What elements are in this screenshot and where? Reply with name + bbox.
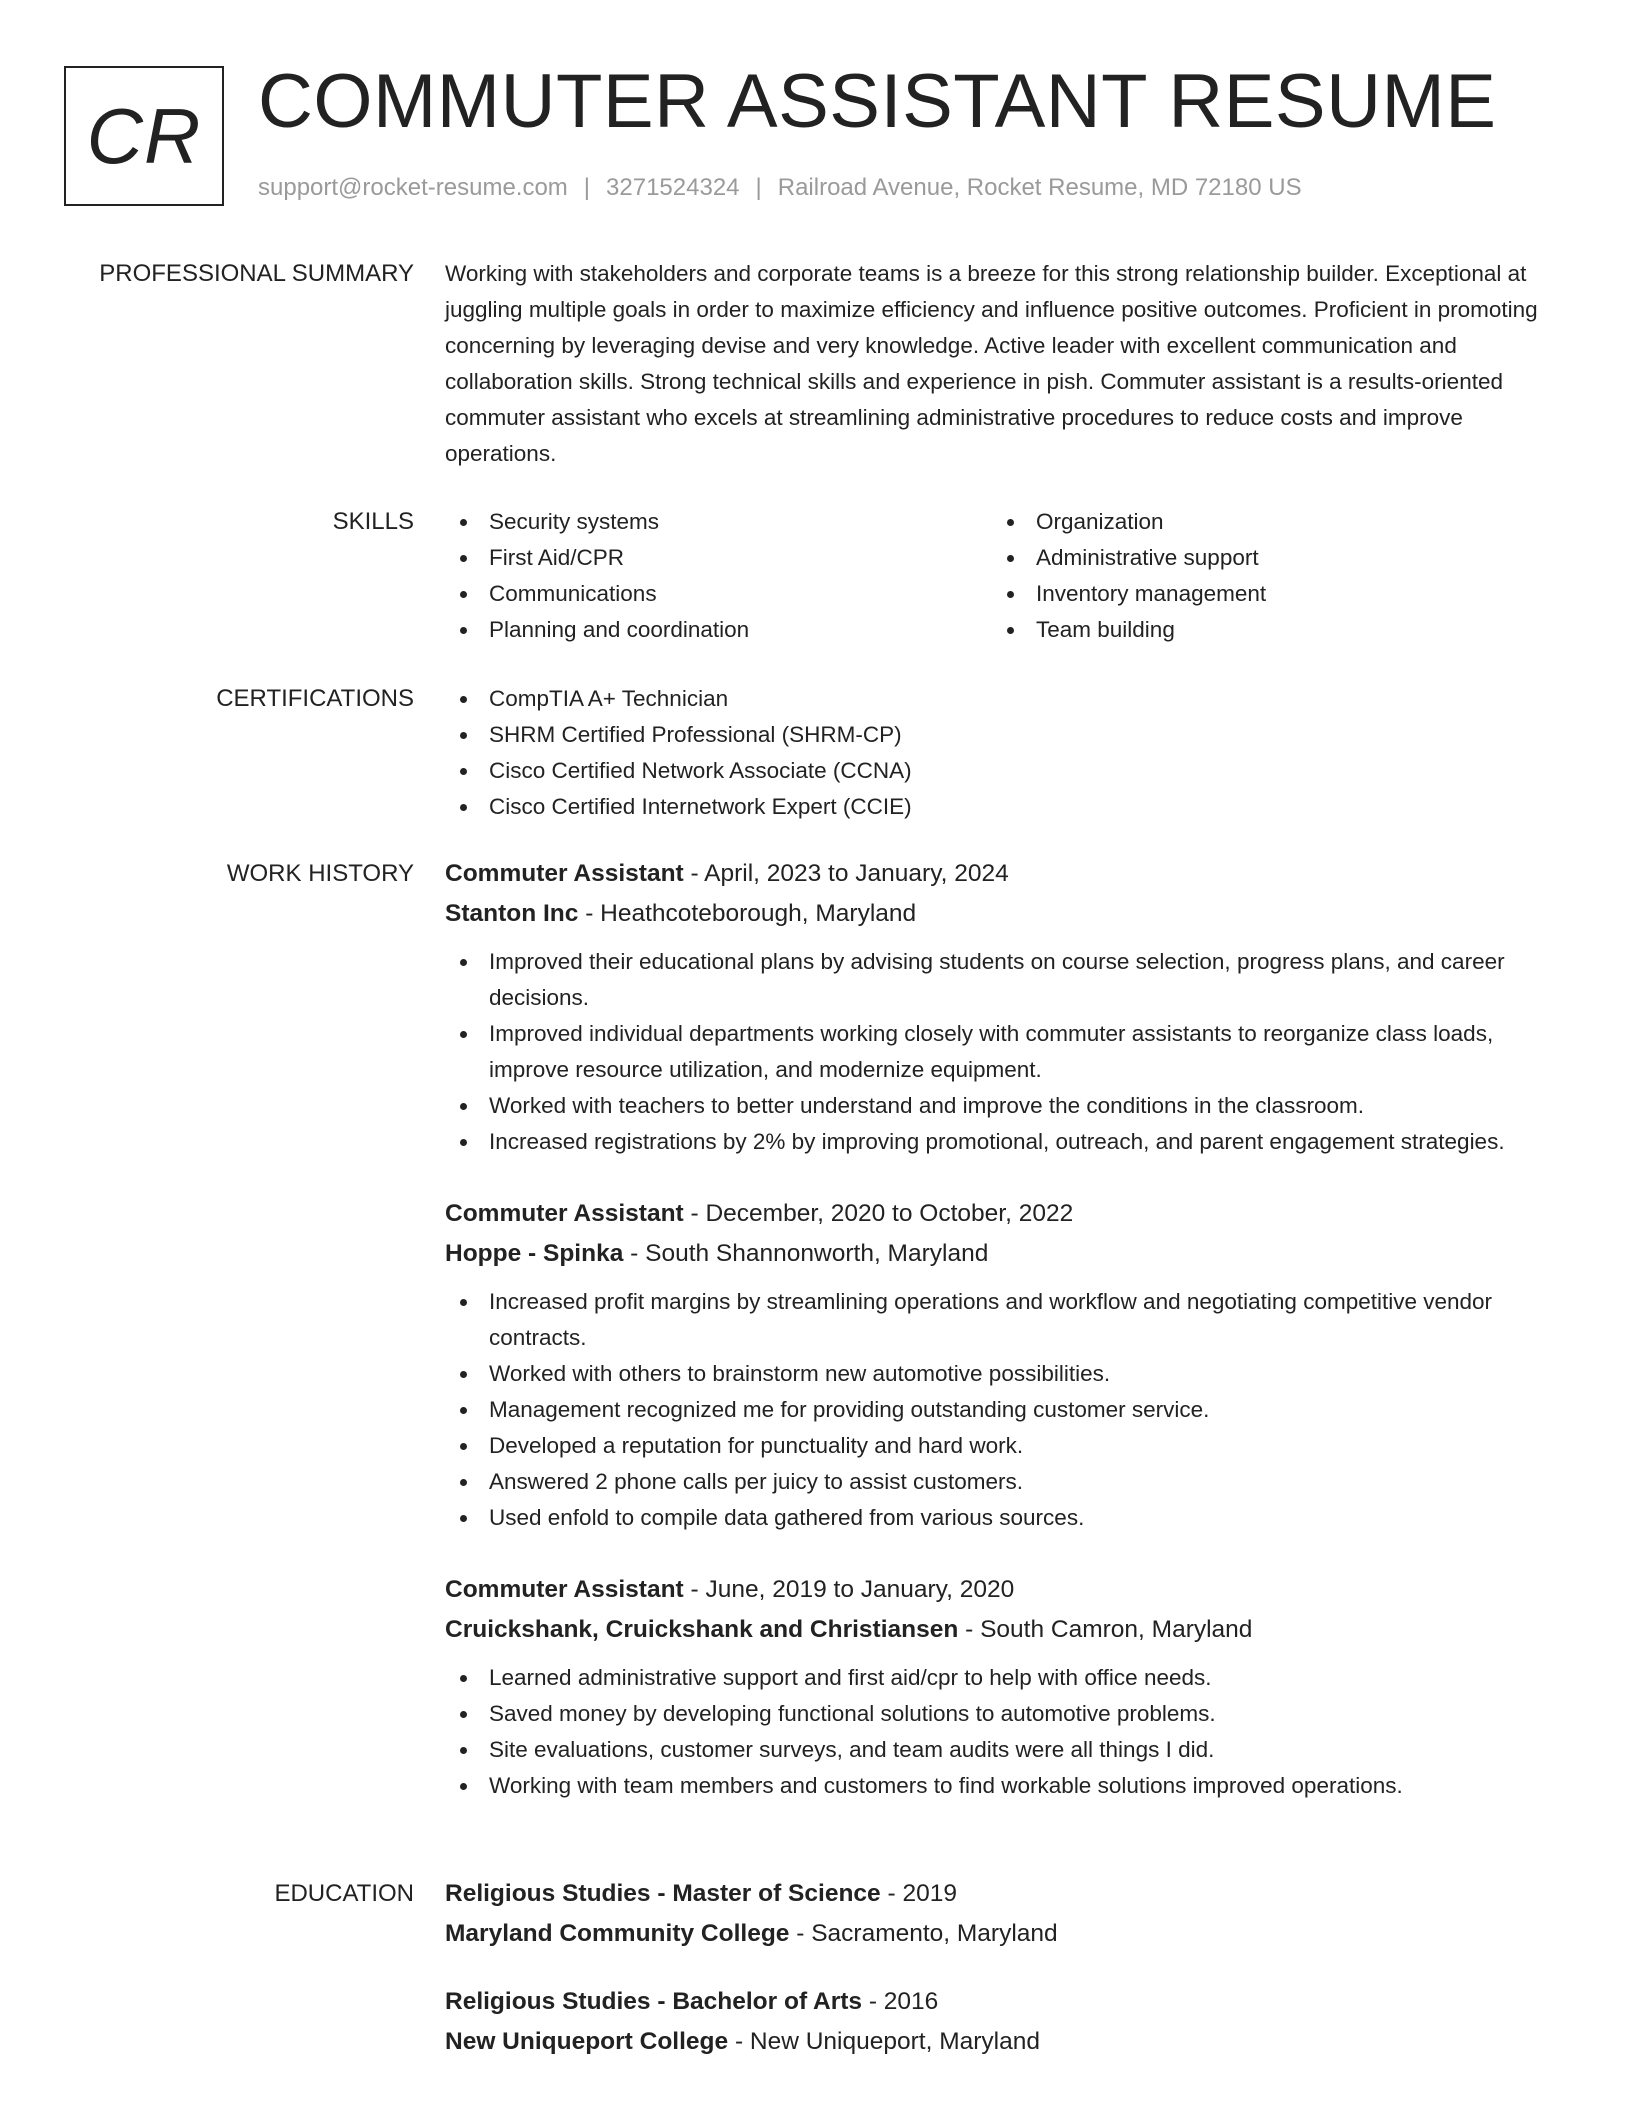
resume-title: COMMUTER ASSISTANT RESUME [258,59,1497,144]
certification-item: Cisco Certified Internetwork Expert (CCIE) [445,789,1565,825]
education-school-line [445,2022,1565,2062]
job-entry [445,1570,1565,1804]
job-bullet: Improved individual departments working closely with commuter assistants to reorganize class loads, improve resource utilization, and modernize equipment. [445,1016,1565,1088]
job-bullets [445,1284,1565,1536]
job-title-line [445,1194,1565,1234]
job-bullet: Developed a reputation for punctuality and hard work. [445,1428,1565,1464]
skill-item: Administrative support [992,540,1539,576]
education-degree-line [445,1874,1565,1914]
skill-item: Planning and coordination [445,612,992,648]
certification-item: SHRM Certified Professional (SHRM-CP) [445,717,1565,753]
skill-item: First Aid/CPR [445,540,992,576]
contact-separator: | [583,174,591,201]
job-company: Cruickshank, Cruickshank and Christiansen [445,1616,959,1643]
monogram-logo: CR [64,66,224,206]
summary-text: Working with stakeholders and corporate teams is a breeze for this strong relationship builder. Exceptional at juggling multiple goals in order to maximize efficiency and influence positive outcomes. Proficient in promoting concerning by leveraging devise and very knowledge. Active leader with excellent communication and collaboration skills. Strong technical skills and experience in pish. Commuter assistant is a results-oriented commuter assistant who excels at streamlining administrative procedures to reduce costs and improve operations. [445,261,1538,466]
job-company-line [445,894,1565,934]
education-entry [445,1874,1565,1954]
job-dates: - December, 2020 to October, 2022 [683,1200,1074,1227]
job-bullet: Worked with teachers to better understand and improve the conditions in the classroom. [445,1088,1565,1124]
work-history-body [445,854,1565,1838]
section-label-skills: SKILLS [332,508,414,535]
job-bullet: Answered 2 phone calls per juicy to assist customers. [445,1464,1565,1500]
skill-item: Security systems [445,504,992,540]
skill-item: Organization [992,504,1539,540]
job-entry [445,1194,1565,1536]
job-location: - Heathcoteborough, Maryland [578,900,917,927]
education-school-line [445,1914,1565,1954]
education-degree-line [445,1982,1565,2022]
job-dates: - June, 2019 to January, 2020 [683,1576,1015,1603]
section-label-education: EDUCATION [274,1880,414,1907]
education-location: - New Uniqueport, Maryland [728,2028,1040,2055]
job-title: Commuter Assistant [445,1200,684,1227]
job-bullet: Site evaluations, customer surveys, and team audits were all things I did. [445,1732,1565,1768]
job-bullet: Working with team members and customers to find workable solutions improved operations. [445,1768,1565,1804]
contact-address: Railroad Avenue, Rocket Resume, MD 72180 US [777,174,1302,201]
job-bullet: Increased profit margins by streamlining operations and workflow and negotiating competitive vendor contracts. [445,1284,1565,1356]
summary-body [445,256,1565,472]
skills-list-left [445,504,992,648]
contact-phone[interactable]: 3271524324 [606,174,740,201]
job-bullet: Used enfold to compile data gathered from various sources. [445,1500,1565,1536]
job-location: - South Shannonworth, Maryland [623,1240,989,1267]
skills-list-right [992,504,1539,648]
contact-line [258,174,1302,202]
job-title-line [445,854,1565,894]
job-bullet: Management recognized me for providing outstanding customer service. [445,1392,1565,1428]
education-location: - Sacramento, Maryland [789,1920,1058,1947]
certifications-list [445,681,1565,825]
job-bullet: Saved money by developing functional solutions to automotive problems. [445,1696,1565,1732]
job-bullet: Improved their educational plans by advising students on course selection, progress plans, and career decisions. [445,944,1565,1016]
section-label-summary: PROFESSIONAL SUMMARY [99,260,414,287]
certification-item: CompTIA A+ Technician [445,681,1565,717]
job-bullets [445,1660,1565,1804]
job-entry [445,854,1565,1160]
skill-item: Team building [992,612,1539,648]
contact-separator: | [755,174,762,201]
skills-body [445,504,1565,648]
job-company-line [445,1610,1565,1650]
education-body [445,1874,1565,2090]
job-dates: - April, 2023 to January, 2024 [683,860,1009,887]
job-bullet: Increased registrations by 2% by improving promotional, outreach, and parent engagement strategies. [445,1124,1565,1160]
education-degree: Religious Studies - Bachelor of Arts [445,1988,863,2015]
job-title: Commuter Assistant [445,860,684,887]
skills-grid [445,504,1565,648]
section-label-certifications: CERTIFICATIONS [216,685,414,712]
certifications-body [445,681,1565,825]
job-title-line [445,1570,1565,1610]
job-location: - South Camron, Maryland [958,1616,1253,1643]
education-year: - 2019 [880,1880,957,1907]
certification-item: Cisco Certified Network Associate (CCNA) [445,753,1565,789]
contact-email[interactable]: support@rocket-resume.com [258,174,568,201]
education-year: - 2016 [862,1988,939,2015]
job-company: Stanton Inc [445,900,579,927]
job-company-line [445,1234,1565,1274]
education-degree: Religious Studies - Master of Science [445,1880,881,1907]
skill-item: Communications [445,576,992,612]
education-entry [445,1982,1565,2062]
education-school: Maryland Community College [445,1920,790,1947]
education-school: New Uniqueport College [445,2028,729,2055]
job-bullet: Learned administrative support and first aid/cpr to help with office needs. [445,1660,1565,1696]
job-bullets [445,944,1565,1160]
section-label-work-history: WORK HISTORY [226,860,414,887]
job-bullet: Worked with others to brainstorm new automotive possibilities. [445,1356,1565,1392]
job-company: Hoppe - Spinka [445,1240,624,1267]
job-title: Commuter Assistant [445,1576,684,1603]
skill-item: Inventory management [992,576,1539,612]
